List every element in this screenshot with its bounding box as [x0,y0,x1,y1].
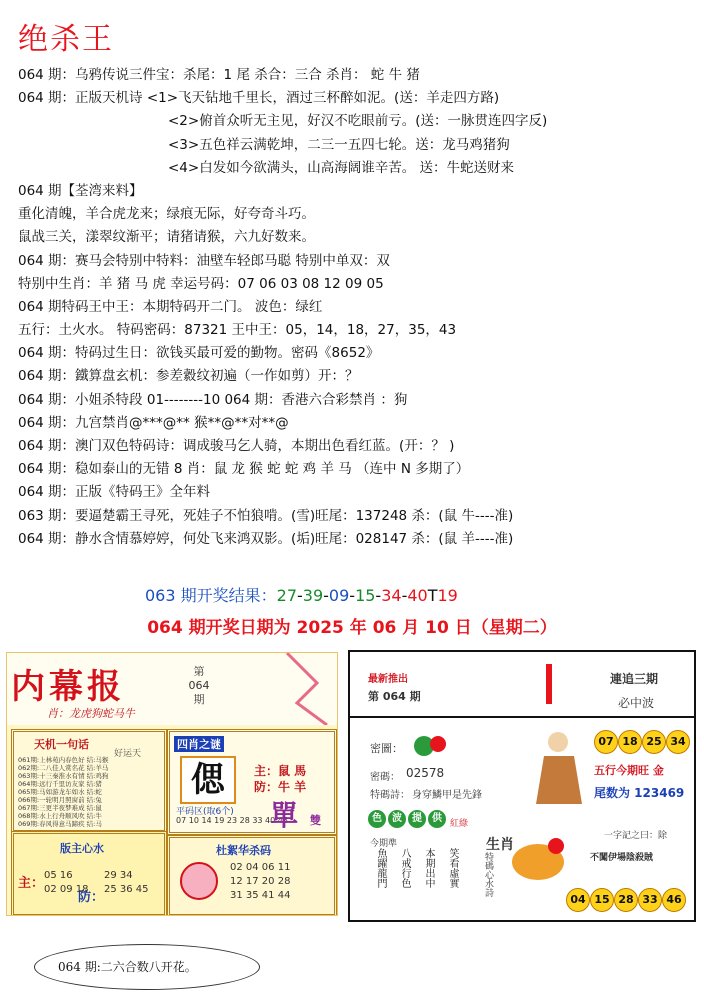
number-ball: 07 [594,730,618,754]
result-separator: - [349,586,356,605]
sixiao-box [167,729,337,835]
newspaper-subtitle: 肖：龙虎狗蛇马牛 [47,707,135,720]
verse-column: 八戒行色 [399,848,410,888]
banzhu-num: 05 16 [44,870,73,881]
ribbon-icon [277,653,337,725]
number-ball: 04 [566,888,590,912]
banzhu-num: 02 09 18 [44,884,89,895]
wuxing: 五行今期旺 金 [594,764,664,777]
result-separator: T [427,586,438,605]
result-number: 40 [407,586,428,605]
number-ball: 25 [642,730,666,754]
puzzle-icon [410,728,450,764]
tip-line: <2>俯首众听无主见，好汉不吃眼前亏。(送：一脉贯连四字反) [168,113,548,130]
color-value: 紅綠 [450,819,469,829]
tianji-line: 061期:上林苑内春色好 结:马猴 [18,756,109,764]
tip-line: <3>五色祥云满乾坤，二三一五四七轮。送：龙马鸡猪狗 [168,136,510,153]
hint-label: 平码区(取6个) [176,807,234,817]
password-label: 密碼： [370,772,400,783]
tip-line: 064 期：赛马会特别中特料：油壁车轻郎马聪 特别中单双：双 [18,252,390,269]
neimu-newspaper [6,652,338,916]
right-issue: 第 064 期 [368,690,421,703]
hint-nums: 07 10 14 19 23 28 33 40 45 [176,816,288,825]
color-tag: 色 [368,810,386,828]
tianji-box [11,729,167,833]
newspaper-header [7,653,337,725]
tip-line: 064 期：乌鸦传说三件宝：杀尾：1 尾 杀合：三合 杀肖： 蛇 牛 猪 [18,67,420,83]
main-zodiac: 主：鼠 馬 [254,764,307,778]
draw-result [145,583,458,606]
result-separator: - [375,586,382,605]
result-number: 34 [381,586,402,605]
tip-line: <4>白发如今欲满头，山高海阔谁辛苦。 送：牛蛇送财来 [168,159,515,176]
verse-column: 笑看虛實 [447,848,458,888]
tip-line: 064 期：静水含情慕婷婷，何处飞来鸿双影。(垢)旺尾：028147 杀：(鼠 羊----准) [18,530,514,547]
newspaper-headline: 内幕报 [11,667,125,707]
result-separator: - [297,586,303,605]
result-number: 15 [355,586,376,605]
streak-title: 連追三期 [610,672,659,686]
weishu: 尾数为 123469 [594,786,685,800]
number-ball: 46 [662,888,686,912]
tip-line: 鼠战三关，漾翠纹渐平；请猪请猴，六九好数来。 [18,229,315,246]
issue-unit: 期 [193,693,205,706]
poem-title: 今期準 [370,839,398,849]
color-tag: 波 [388,810,406,828]
tianji-lines [18,756,160,828]
kill-row: 02 04 06 11 [230,862,291,873]
result-number: 27 [276,586,297,605]
tip-line: 五行：土火水。 特码密码：87321 王中王：05，14，18，27，35，43 [18,322,457,339]
dujiehua-box [167,835,337,916]
page-title: 绝杀王 [18,22,114,57]
banzhu-guard: 防： [78,890,105,905]
verse-column: 本期出中 [423,848,434,888]
guard-zodiac: 防：牛 羊 [254,780,307,794]
dujiehua-title: 杜絮华杀码 [216,844,271,857]
number-ball: 33 [638,888,662,912]
tip-line: 064 期：特码过生日：欲钱买最可爱的勤物。密码《8652》 [18,345,380,362]
color-tag: 提 [408,810,426,828]
number-ball: 28 [614,888,638,912]
special-text: 身穿鱗甲是先鋒 [412,790,482,801]
verse-column: 魚躍龍門 [375,848,386,888]
number-ball: 18 [618,730,642,754]
animal-label: 生肖 [486,837,514,853]
sixiao-title: 四肖之谜 [174,736,224,752]
result-number: 19 [437,586,458,605]
tip-line: 特别中生肖：羊 猪 马 虎 幸运号码：07 06 03 08 12 09 05 [18,275,384,292]
bizhongbo-newspaper [348,650,696,922]
number-ball: 34 [666,730,690,754]
swirl-icon [174,856,224,906]
tip-line: 064 期：澳门双色特码诗：调成骏马乞人骑，本期出色看红蓝。(开：？ ) [18,438,455,454]
banzhu-title: 版主心水 [60,842,104,855]
special-label: 特碼詩： [370,790,410,801]
kill-row: 12 17 20 28 [230,876,291,887]
single-char: 單 [270,799,299,832]
single-small: 雙 [310,814,321,827]
tianji-line: 065期:马如游龙车如水 结:蛇 [18,788,102,796]
result-separator: - [323,586,329,605]
tianji-line: 064期:远行千里访友家 结:猪 [18,780,102,788]
tip-line: 064 期：稳如泰山的无错 8 肖：鼠 龙 猴 蛇 蛇 鸡 羊 马 （连中 N 多期了） [18,461,470,478]
divider [350,716,694,718]
bottom-line: 不闖伊場陰殺賊 [590,853,654,863]
tip-line: 064 期【荃湾来料】 [18,182,143,199]
tip-line: 063 期：要逼楚霸王寻死，死娃子不怕狼啃。(雪)旺尾：137248 杀：(鼠 牛----准) [18,507,514,524]
number-ball: 15 [590,888,614,912]
banzhu-box [11,831,167,916]
result-number: 39 [302,586,324,605]
kill-row: 31 35 41 44 [230,890,291,901]
tips-list [18,64,688,551]
banzhu-main: 主： [18,876,45,891]
latest-tag: 最新推出 [368,674,408,685]
newspaper-issue [187,665,211,707]
streak-sub: 必中波 [618,696,655,710]
tianji-line: 067期:三更半夜梦难成 结:鼠 [18,804,102,812]
tip-line: 064 期：九宫禁肖@***@** 猴**@**对**@ [18,414,289,431]
result-numbers [277,586,458,605]
rooster-icon [502,828,572,888]
tip-line: 064 期：小姐杀特段 01--------10 064 期：香港六合彩禁肖 ：狗 [18,391,408,408]
tianji-line: 062期:二八佳人赏名花 结:羊马 [18,764,109,772]
tip-line: 064 期：正版《特码王》全年料 [18,484,211,501]
bubble-text: 064 期:二六合数八开花。 [58,960,197,974]
issue-number: 064 [188,679,210,692]
big-char: 偲 [180,756,236,804]
red-mark [546,664,552,704]
tip-line: 064 期：鐵算盘玄机：参差縠纹初遍（一作如剪）开：？ [18,368,359,385]
tianji-line: 069期:春风得意马蹄疾 结:马 [18,820,102,828]
result-label: 063 期开奖结果： [145,586,277,605]
tianji-line: 066期:一轮明月照窗前 结:兔 [18,796,102,804]
banzhu-num: 29 34 [104,870,133,881]
tianji-title: 天机一句话 [34,738,89,751]
banzhu-num: 25 36 45 [104,884,149,895]
result-separator: - [401,586,408,605]
result-number: 09 [328,586,350,605]
animal-sub: 特碼心水詩 [483,852,493,897]
issue-label: 第 [193,665,205,678]
one-word: 一字記之曰：除 [604,831,668,841]
figure-icon [526,724,596,808]
tip-line: 064 期特码王中王：本期特码开二门。 波色：绿红 [18,298,323,315]
draw-date: 064 期开奖日期为 2025 年 06 月 10 日（星期二） [147,618,557,638]
color-tag: 供 [428,810,446,828]
secret-map-label: 密圖： [370,742,403,755]
password-value: 02578 [406,766,445,780]
tip-line: 064 期：正版天机诗 <1>飞天钻地千里长，酒过三杯醉如泥。(送：羊走四方路) [18,90,500,107]
tianji-sub: 好运天 [114,749,142,759]
tianji-line: 068期:水上行舟顺风吹 结:牛 [18,812,102,820]
tip-line: 重化清魄，羊合虎龙来；绿痕无际，好夸奇斗巧。 [18,206,315,223]
tianji-line: 063期:十三秦淮水有情 结:鸡狗 [18,772,109,780]
